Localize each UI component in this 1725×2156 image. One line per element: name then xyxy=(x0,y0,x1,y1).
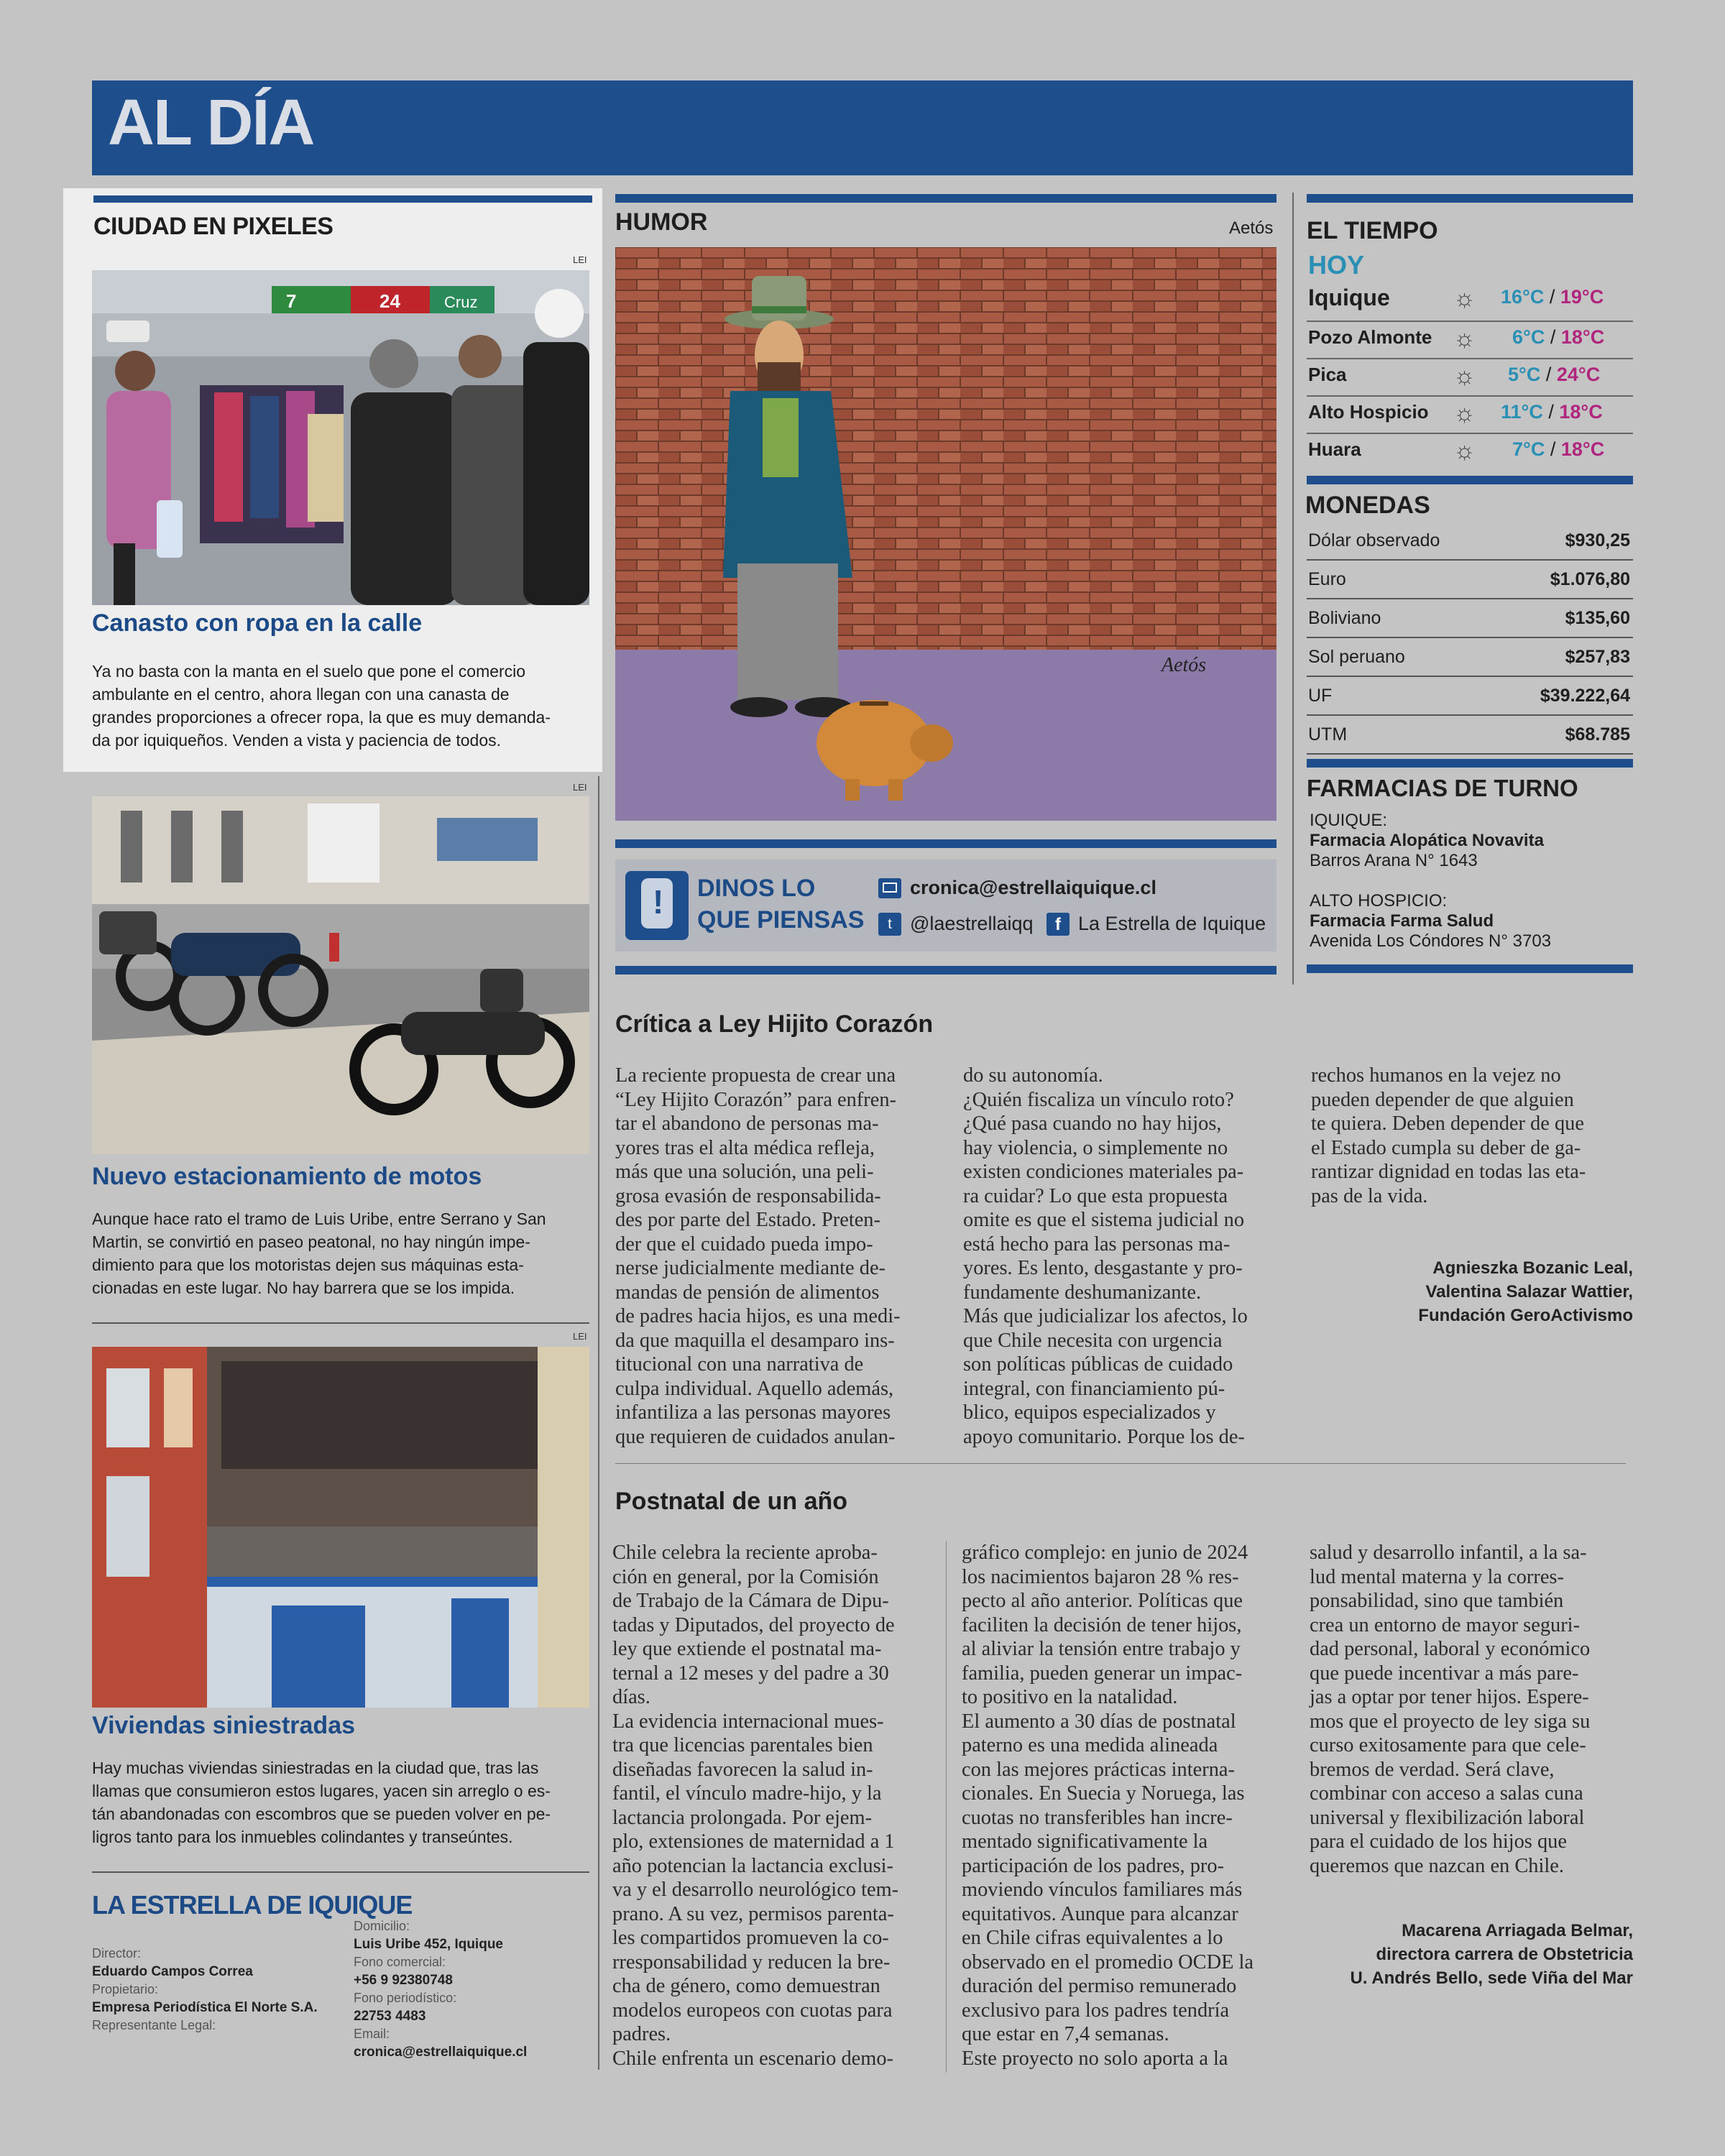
currency-label: UF xyxy=(1308,686,1333,706)
text-line: los nacimientos bajaron 28 % res- xyxy=(962,1565,1239,1588)
text-line: modelos europeos con cuotas para xyxy=(612,1999,893,2022)
text-line: grosa evasión de responsabilida- xyxy=(615,1184,881,1207)
story3-line: tán abandonadas con escombros que se pueden volver en pe- xyxy=(92,1805,551,1823)
text-line: nerse judicialmente mediante de- xyxy=(615,1257,886,1279)
farmacia-address: Avenida Los Cóndores N° 3703 xyxy=(1310,931,1552,951)
signature-line: Macarena Arriagada Belmar, xyxy=(1402,1921,1633,1940)
text-line: Más que judicializar los afectos, lo xyxy=(963,1305,1248,1327)
text-line: hay violencia, o simplemente no xyxy=(963,1136,1228,1159)
currency-value: $68.785 xyxy=(1565,724,1630,745)
text-line: tra que licencias parentales bien xyxy=(612,1734,873,1756)
text-line: ponsabilidad, sino que también xyxy=(1310,1590,1564,1612)
text-line: ley que extiende el postnatal ma- xyxy=(612,1638,882,1660)
dinos-title xyxy=(697,872,864,936)
text-line: va y el desarrollo neurológico tem- xyxy=(612,1879,899,1901)
director-label: Director: xyxy=(92,1946,142,1961)
phone2-value: 22753 4483 xyxy=(354,2009,426,2024)
text-line: gráfico complejo: en junio de 2024 xyxy=(962,1542,1248,1564)
text-line: crea un entorno de mayor seguri- xyxy=(1310,1613,1581,1636)
letter2-title: Postnatal de un año xyxy=(615,1488,848,1515)
text-line: participación de los padres, pro- xyxy=(962,1854,1225,1877)
text-line: año potencian la lactancia exclusi- xyxy=(612,1854,893,1877)
story1-body xyxy=(92,660,595,752)
currency-row xyxy=(1307,638,1633,677)
currency-label: Boliviano xyxy=(1308,608,1381,628)
text-line: rresponsabilidad y reducen la bre- xyxy=(612,1950,891,1973)
letter1-column xyxy=(615,1064,939,1449)
text-line: pecto al año anterior. Políticas que xyxy=(962,1590,1243,1612)
text-line: da que maquilla el desamparo ins- xyxy=(615,1329,895,1352)
monedas-top-bar xyxy=(1307,476,1633,484)
story3-headline: Viviendas siniestradas xyxy=(92,1712,356,1739)
story3-body xyxy=(92,1756,595,1848)
column-rule xyxy=(946,1541,947,2073)
text-line: padres. xyxy=(612,2023,671,2045)
text-line: El aumento a 30 días de postnatal xyxy=(962,1710,1236,1733)
weather-city: Pozo Almonte xyxy=(1308,326,1432,348)
text-line: ¿Quién fiscaliza un vínculo roto? xyxy=(963,1088,1234,1111)
text-line: más que una solución, una peli- xyxy=(615,1161,874,1183)
weather-today: HOY xyxy=(1308,250,1365,280)
text-line: el Estado cumpla su deber de ga- xyxy=(1311,1136,1581,1159)
currency-value: $135,60 xyxy=(1565,608,1630,628)
farmacia-location: ALTO HOSPICIO: xyxy=(1310,891,1448,911)
text-line: ción en general, por la Comisión xyxy=(612,1565,879,1588)
shop-sign-24: 24 xyxy=(380,290,400,312)
section-banner xyxy=(92,80,1633,175)
letter1-column xyxy=(963,1064,1287,1449)
text-line: lud mental materna y la corres- xyxy=(1310,1565,1564,1588)
letter2-signature xyxy=(1294,1919,1633,1990)
text-line: que estar en 7,4 semanas. xyxy=(962,2023,1169,2045)
text-line: integral, con financiamiento pú- xyxy=(963,1377,1225,1400)
weather-temp: 5°C / 24°C xyxy=(1508,364,1601,385)
text-line: te quiera. Deben depender de que xyxy=(1311,1112,1584,1135)
currency-value: $930,25 xyxy=(1565,530,1630,550)
text-line: La reciente propuesta de crear una xyxy=(615,1064,896,1087)
text-line: paterno es una medida alineada xyxy=(962,1734,1218,1756)
letter2-column xyxy=(612,1541,943,2070)
text-line: omite es que el sistema judicial no xyxy=(963,1209,1245,1231)
facebook-icon: f xyxy=(1046,913,1070,936)
text-line: prano. A su vez, permisos parenta- xyxy=(612,1902,894,1925)
weather-row xyxy=(1307,359,1633,397)
text-line: culpa individual. Aquello además, xyxy=(615,1377,894,1400)
story1-headline: Canasto con ropa en la calle xyxy=(92,609,423,637)
text-line: existen condiciones materiales pa- xyxy=(963,1161,1244,1183)
text-line: universal y flexibilización laboral xyxy=(1310,1806,1585,1829)
photo-credit: LEI xyxy=(573,1331,587,1342)
text-line: de padres hacia hijos, es una medi- xyxy=(615,1305,901,1327)
text-line: duración del permiso remunerado xyxy=(962,1975,1237,1997)
email-value[interactable]: cronica@estrellaiquique.cl xyxy=(354,2045,528,2060)
sun-cloud-icon: ☼ xyxy=(1453,437,1476,464)
text-line: al aliviar la tensión entre trabajo y xyxy=(962,1638,1241,1660)
text-line: yores. Es lento, desgastante y pro- xyxy=(963,1257,1243,1279)
farmacia-alto-hospicio xyxy=(1310,891,1551,952)
masthead-divider xyxy=(92,1871,589,1873)
signature-line: U. Andrés Bello, sede Viña del Mar xyxy=(1350,1968,1633,1988)
farmacia-address: Barros Arana N° 1643 xyxy=(1310,851,1478,870)
text-line: Chile celebra la reciente aproba- xyxy=(612,1542,878,1564)
speech-bubble-icon: ! xyxy=(625,871,689,940)
text-line: yores tras el alta médica refleja, xyxy=(615,1136,875,1159)
farmacia-name: Farmacia Alopática Novavita xyxy=(1310,831,1544,850)
currency-label: UTM xyxy=(1308,724,1348,745)
text-line: apoyo comunitario. Porque los de- xyxy=(963,1425,1245,1448)
photo-credit: LEI xyxy=(573,254,587,265)
text-line: La evidencia internacional mues- xyxy=(612,1710,884,1733)
text-line: para el cuidado de los hijos que xyxy=(1310,1830,1567,1853)
farmacia-iquique xyxy=(1310,811,1544,871)
farmacias-top-bar xyxy=(1307,759,1633,768)
text-line: jas a optar por tener hijos. Espere- xyxy=(1310,1686,1589,1708)
text-line: que Chile necesita con urgencia xyxy=(963,1329,1223,1352)
text-line: “Ley Hijito Corazón” para enfren- xyxy=(615,1088,896,1111)
text-line: faciliten la decisión de tener hijos, xyxy=(962,1613,1242,1636)
story1-line: grandes proporciones a ofrecer ropa, la que es muy demanda- xyxy=(92,708,551,727)
text-line: les compartidos promueven la co- xyxy=(612,1927,889,1949)
weather-row xyxy=(1307,434,1633,470)
letter1-column xyxy=(1311,1064,1634,1208)
dinos-twitter[interactable]: @laestrellaiqq xyxy=(910,913,1034,934)
farmacias-title: FARMACIAS DE TURNO xyxy=(1307,775,1578,801)
story2-headline: Nuevo estacionamiento de motos xyxy=(92,1163,482,1190)
section-title: AL DÍA xyxy=(108,87,314,159)
text-line: rechos humanos en la vejez no xyxy=(1311,1064,1561,1087)
sidebar-separator xyxy=(1292,193,1294,985)
text-line: de Trabajo de la Cámara de Dipu- xyxy=(612,1590,889,1612)
text-line: plo, extensiones de maternidad a 1 xyxy=(612,1830,895,1853)
story2-line: Aunque hace rato el tramo de Luis Uribe, entre Serrano y San xyxy=(92,1210,546,1228)
text-line: mos que el proyecto de ley siga su xyxy=(1310,1710,1591,1733)
text-line: cha de género, como demuestran xyxy=(612,1975,880,1997)
text-line: que puede incentivar a más pare- xyxy=(1310,1662,1579,1685)
text-line: blico, equipos especializados y xyxy=(963,1401,1216,1424)
monedas-title: MONEDAS xyxy=(1305,492,1430,519)
weather-city: Pica xyxy=(1308,364,1347,385)
text-line: curso exitosamente para que cele- xyxy=(1310,1734,1586,1756)
twitter-icon: t xyxy=(878,913,901,936)
cartoon-signature: Aetós xyxy=(1162,654,1207,676)
currency-row xyxy=(1307,561,1633,599)
letter1-title: Crítica a Ley Hijito Corazón xyxy=(615,1010,934,1038)
text-line: bremos de verdad. Será clave, xyxy=(1310,1758,1555,1781)
weather-temp: 16°C / 19°C xyxy=(1501,286,1604,308)
text-line: cionales. En Suecia y Noruega, las xyxy=(962,1782,1245,1805)
text-line: está hecho para las personas ma- xyxy=(963,1233,1230,1256)
signature-line: Fundación GeroActivismo xyxy=(1418,1306,1633,1325)
farmacia-location: IQUIQUE: xyxy=(1310,811,1388,830)
phone2-label: Fono periodístico: xyxy=(354,1991,457,2005)
currency-value: $257,83 xyxy=(1565,647,1630,667)
farmacia-name: Farmacia Farma Salud xyxy=(1310,911,1494,931)
phone-label: Fono comercial: xyxy=(354,1955,446,1969)
story2-line: dimiento para que los motoristas dejen sus máquinas esta- xyxy=(92,1256,524,1274)
story3-line: ligros tanto para los inmuebles colindantes y transeúntes. xyxy=(92,1828,513,1846)
email-icon xyxy=(878,878,901,898)
currency-label: Euro xyxy=(1308,569,1346,589)
humor-cartoon xyxy=(615,247,1276,821)
story1-line: da por iquiqueños. Venden a vista y paciencia de todos. xyxy=(92,731,502,750)
weather-temp: 6°C / 18°C xyxy=(1512,326,1605,348)
dinos-title-line1: DINOS LO xyxy=(697,875,816,902)
dinos-bottom-bar xyxy=(615,966,1276,975)
sun-cloud-icon: ☼ xyxy=(1453,325,1476,352)
dinos-top-bar xyxy=(615,839,1276,848)
text-line: ¿Qué pasa cuando no hay hijos, xyxy=(963,1112,1222,1135)
text-line: Chile enfrenta un escenario demo- xyxy=(612,2047,893,2070)
letter1-signature xyxy=(1294,1256,1633,1327)
weather-temp: 7°C / 18°C xyxy=(1512,438,1605,460)
story3-line: Hay muchas viviendas siniestradas en la ciudad que, tras las xyxy=(92,1759,539,1777)
photo-credit: LEI xyxy=(573,782,587,793)
newspaper-logo: LA ESTRELLA DE IQUIQUE xyxy=(92,1890,413,1920)
currency-row xyxy=(1307,599,1633,638)
signature-line: Agnieszka Bozanic Leal, xyxy=(1432,1258,1633,1278)
sun-cloud-icon: ☼ xyxy=(1453,400,1476,427)
text-line: exclusivo para los padres tendría xyxy=(962,1999,1230,2022)
burned-houses-photo xyxy=(92,1347,589,1708)
text-line: lactancia prolongada. Por ejem- xyxy=(612,1806,873,1829)
sun-cloud-icon: ☼ xyxy=(1453,285,1476,312)
currency-label: Sol peruano xyxy=(1308,647,1405,667)
text-line: observado en el promedio OCDE la xyxy=(962,1950,1254,1973)
currency-row xyxy=(1307,677,1633,716)
text-line: fantil, el vínculo madre-hijo, y la xyxy=(612,1782,882,1805)
story2-body xyxy=(92,1207,595,1299)
text-line: familia, pueden generar un impac- xyxy=(962,1662,1243,1685)
text-line: diseñadas favorecen la salud in- xyxy=(612,1758,873,1781)
motorcycles-photo xyxy=(92,796,589,1154)
signature-line: directora carrera de Obstetricia xyxy=(1376,1945,1633,1964)
humor-top-bar xyxy=(615,194,1276,203)
humor-title: HUMOR xyxy=(615,208,708,236)
text-line: con las mejores prácticas interna- xyxy=(962,1758,1235,1781)
text-line: fundamente deshumanizante. xyxy=(963,1281,1202,1304)
owner-name: Empresa Periodística El Norte S.A. xyxy=(92,2000,318,2015)
letter2-column xyxy=(1310,1541,1640,1878)
weather-city: Iquique xyxy=(1308,285,1390,310)
text-line: días. xyxy=(612,1686,650,1708)
text-line: moviendo vínculos familiares más xyxy=(962,1879,1243,1901)
text-line: combinar con acceso a salas cuna xyxy=(1310,1782,1583,1805)
story2-line: cionadas en este lugar. No hay barrera que se los impida. xyxy=(92,1279,515,1297)
sun-cloud-icon: ☼ xyxy=(1453,362,1476,390)
weather-temp: 11°C / 18°C xyxy=(1501,401,1603,423)
shop-sign-7: 7 xyxy=(286,290,297,312)
column-separator xyxy=(598,776,599,2070)
story2-line: Martin, se convirtió en paseo peatonal, no hay ningún impe- xyxy=(92,1233,530,1251)
phone-value: +56 9 92380748 xyxy=(354,1973,453,1988)
email-label: Email: xyxy=(354,2027,390,2041)
text-line: que requieren de cuidados anulan- xyxy=(615,1425,896,1448)
letter2-column xyxy=(962,1541,1292,2070)
ciudad-title: CIUDAD EN PIXELES xyxy=(93,213,334,240)
address-value: Luis Uribe 452, Iquique xyxy=(354,1937,503,1952)
text-line: pas de la vida. xyxy=(1311,1184,1428,1207)
text-line: der que el cuidado pueda impo- xyxy=(615,1233,873,1256)
text-line: tadas y Diputados, del proyecto de xyxy=(612,1613,895,1636)
weather-city: Huara xyxy=(1308,438,1361,460)
director-name: Eduardo Campos Correa xyxy=(92,1964,253,1979)
text-line: infantiliza a las personas mayores xyxy=(615,1401,891,1424)
weather-row xyxy=(1307,397,1633,434)
currency-value: $39.222,64 xyxy=(1540,686,1630,706)
story-divider xyxy=(92,1322,589,1324)
text-line: do su autonomía. xyxy=(963,1064,1103,1087)
signature-line: Valentina Salazar Wattier, xyxy=(1425,1282,1633,1302)
legal-label: Representante Legal: xyxy=(92,2018,216,2032)
dinos-email[interactable]: cronica@estrellaiquique.cl xyxy=(910,877,1156,898)
street-clothes-photo xyxy=(92,270,589,605)
text-line: Este proyecto no solo aporta a la xyxy=(962,2047,1228,2070)
text-line: pueden depender de que alguien xyxy=(1311,1088,1574,1111)
currency-value: $1.076,80 xyxy=(1550,569,1630,589)
weather-row xyxy=(1307,282,1633,322)
letter-divider xyxy=(615,1463,1626,1464)
weather-title: EL TIEMPO xyxy=(1307,217,1438,244)
text-line: dad personal, laboral y económico xyxy=(1310,1638,1591,1660)
weather-row xyxy=(1307,322,1633,359)
text-line: des por parte del Estado. Preten- xyxy=(615,1209,880,1231)
text-line: ra cuidar? Lo que esta propuesta xyxy=(963,1184,1228,1207)
text-line: mandas de pensión de alimentos xyxy=(615,1281,880,1304)
owner-label: Propietario: xyxy=(92,1982,159,1996)
text-line: mentado significativamente la xyxy=(962,1830,1208,1853)
story1-line: ambulante en el centro, ahora llegan con una canasta de xyxy=(92,685,510,704)
text-line: son políticas públicas de cuidado xyxy=(963,1353,1233,1376)
text-line: ternal a 12 meses y del padre a 30 xyxy=(612,1662,889,1685)
text-line: queremos que nazcan en Chile. xyxy=(1310,1854,1564,1877)
text-line: to positivo en la natalidad. xyxy=(962,1686,1178,1708)
dinos-facebook[interactable]: La Estrella de Iquique xyxy=(1078,913,1266,934)
story3-line: llamas que consumieron estos lugares, yacen sin arreglo o es- xyxy=(92,1782,551,1800)
currency-row xyxy=(1307,716,1633,755)
text-line: titucional con una narrativa de xyxy=(615,1353,864,1376)
dinos-title-line2: QUE PIENSAS xyxy=(697,906,865,934)
text-line: tar el abandono de personas ma- xyxy=(615,1112,879,1135)
humor-author: Aetós xyxy=(1229,218,1274,238)
shop-sign-cruz: Cruz xyxy=(444,293,478,311)
currency-label: Dólar observado xyxy=(1308,530,1440,550)
address-label: Domicilio: xyxy=(354,1919,410,1933)
weather-top-bar xyxy=(1307,194,1633,203)
story1-line: Ya no basta con la manta en el suelo que pone el comercio xyxy=(92,662,526,681)
text-line: equitativos. Aunque para alcanzar xyxy=(962,1902,1238,1925)
text-line: salud y desarrollo infantil, a la sa- xyxy=(1310,1542,1587,1564)
text-line: en Chile cifras equivalentes a lo xyxy=(962,1927,1223,1949)
text-line: cuotas no transferibles han incre- xyxy=(962,1806,1233,1829)
currency-row xyxy=(1307,522,1633,561)
weather-city: Alto Hospicio xyxy=(1308,401,1429,423)
ciudad-top-bar xyxy=(93,195,592,203)
farmacias-bottom-bar xyxy=(1307,964,1633,973)
text-line: rantizar dignidad en todas las eta- xyxy=(1311,1161,1586,1183)
